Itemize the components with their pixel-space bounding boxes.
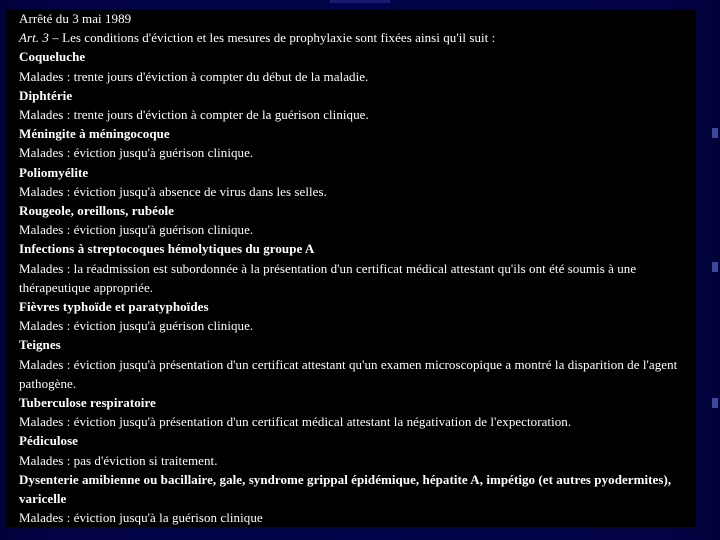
eviction-rule: Malades : éviction jusqu'à guérison clinique. (19, 145, 254, 161)
disease-title: Diphtérie (19, 87, 73, 103)
disease-title: Tuberculose respiratoire (19, 395, 156, 411)
eviction-rule: Malades : éviction jusqu'à guérison clinique. (19, 318, 254, 334)
side-marker (712, 262, 718, 272)
eviction-rule: Malades : éviction jusqu'à absence de virus dans les selles. (19, 183, 327, 199)
eviction-rule: Malades : pas d'éviction si traitement. (19, 452, 218, 468)
disease-title: Fièvres typhoïde et paratyphoïdes (19, 299, 209, 315)
eviction-rule: Malades : éviction jusqu'à présentation d'un certificat médical attestant la négativation de l'expectoration. (19, 414, 572, 430)
eviction-rule: Malades : éviction jusqu'à présentation d'un certificat attestant qu'un examen microscopique a montré la disparition de l'agent pathogène. (19, 356, 678, 391)
side-marker (712, 398, 718, 408)
eviction-rule: Malades : éviction jusqu'à la guérison clinique (19, 510, 263, 526)
disease-title: Infections à streptocoques hémolytiques du groupe A (19, 241, 315, 257)
disease-title: Rougeole, oreillons, rubéole (19, 203, 174, 219)
article-text: – Les conditions d'éviction et les mesures de prophylaxie sont fixées ainsi qu'il suit : (48, 30, 496, 46)
decree-text-box (6, 9, 696, 527)
disease-title: Poliomyélite (19, 164, 89, 180)
eviction-rule: Malades : trente jours d'éviction à compter de la guérison clinique. (19, 107, 369, 123)
top-decoration (330, 0, 390, 3)
article-label: Art. 3 (19, 30, 49, 46)
disease-title: Dysenterie amibienne ou bacillaire, gale, syndrome grippal épidémique, hépatite A, impétigo (et autres pyodermites), varicelle (19, 471, 672, 507)
article-line (6, 28, 696, 47)
side-marker (712, 128, 718, 138)
disease-title: Teignes (19, 337, 61, 353)
eviction-rule: Malades : trente jours d'éviction à compter du début de la maladie. (19, 68, 369, 84)
decree-heading: Arrêté du 3 mai 1989 (19, 11, 132, 26)
disease-title: Coqueluche (19, 49, 86, 65)
eviction-rule: Malades : éviction jusqu'à guérison clinique. (19, 222, 254, 238)
disease-title: Pédiculose (19, 433, 78, 449)
eviction-rule: Malades : la réadmission est subordonnée à la présentation d'un certificat médical attestant qu'ils ont été soumis à une thérapeutique appropriée. (19, 260, 637, 295)
disease-title: Méningite à méningocoque (19, 126, 170, 142)
